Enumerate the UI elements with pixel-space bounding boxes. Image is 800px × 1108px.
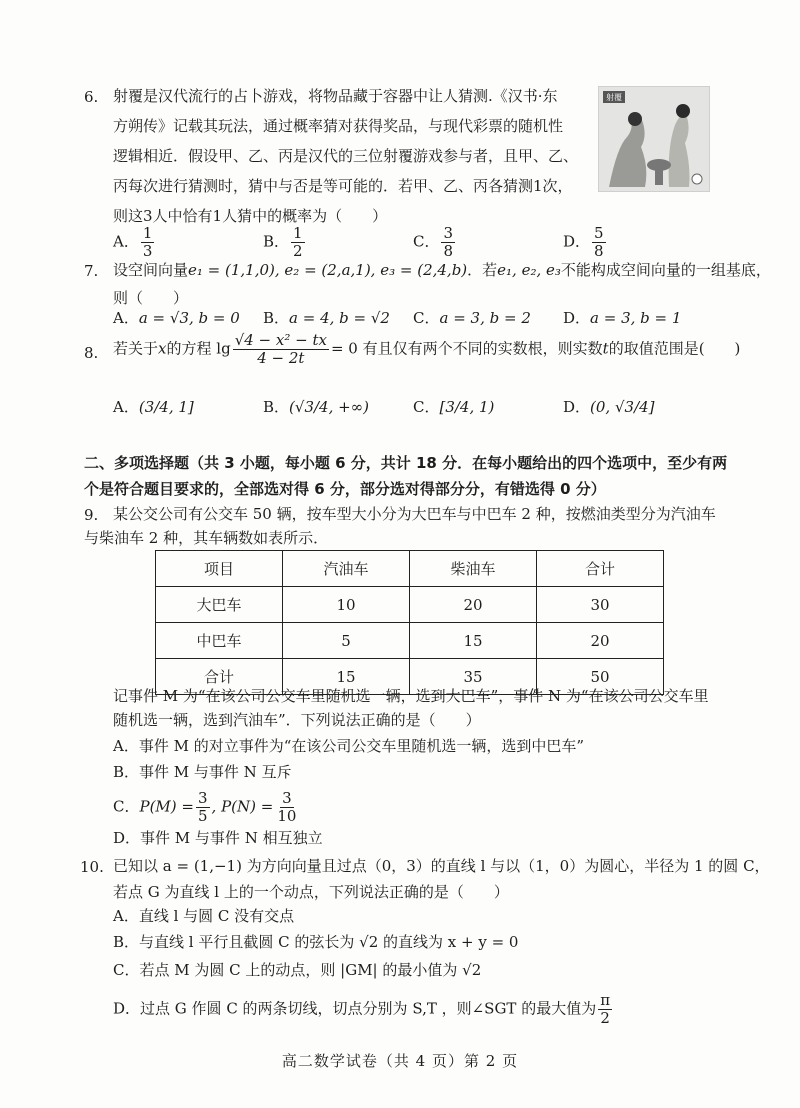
table-header-cell: 柴油车 [410, 551, 537, 587]
q10-option-b[interactable]: B．与直线 l 平行且截圆 C 的弦长为 √2 的直线为 x + y = 0 [113, 933, 519, 951]
table-header-row [156, 551, 664, 587]
q10-option-a[interactable]: A．直线 l 与圆 C 没有交点 [113, 907, 295, 925]
q10-option-d[interactable]: D．过点 G 作圆 C 的两条切线，切点分别为 S,T ，则∠SGT 的最大值为 $\frac{\pi}{2}$ [113, 991, 611, 1027]
q6-option-c[interactable]: C． $\frac{3}{8}$ [413, 224, 454, 260]
q7-line-1: 设空间向量e₁ = (1,1,0), e₂ = (2,a,1), e₃ = (2,4,b)．若e₁, e₂, e₃不能构成空间向量的一组基底， [113, 261, 771, 279]
table-cell: 10 [283, 587, 410, 623]
q9-line-1: 某公交公司有公交车 50 辆，按车型大小分为大巴车与中巴车 2 种，按燃油类型分为汽油车 [113, 505, 716, 523]
vehicle-table [155, 550, 664, 695]
q6-line-3: 逻辑相近．假设甲、乙、丙是汉代的三位射覆游戏参与者，且甲、乙、 [113, 147, 579, 165]
q8-option-c[interactable]: C．[3/4, 1) [413, 398, 495, 416]
q9-number: 9. [84, 506, 99, 524]
q8-option-b[interactable]: B．(√3/4, +∞) [263, 398, 370, 416]
q10-line-2: 若点 G 为直线 l 上的一个动点，下列说法正确的是（ ） [113, 883, 509, 901]
q9-option-c[interactable]: C．P(M) = $\frac{3}{5}$ , P(N) = $\frac{3}{10}$ [113, 789, 297, 825]
shefu-illustration [598, 86, 710, 192]
table-cell: 20 [537, 623, 664, 659]
table-cell: 30 [537, 587, 664, 623]
q9-option-d[interactable]: D．事件 M 与事件 N 相互独立 [113, 829, 323, 847]
table-cell: 大巴车 [156, 587, 283, 623]
q8-fraction: $\frac{\text{√4 − x² − tx}}{4 - 2t}$ [234, 331, 327, 367]
q8-option-a[interactable]: A．(3/4, 1] [113, 398, 194, 416]
q6-number: 6. [84, 88, 99, 106]
q8-option-d[interactable]: D．(0, √3/4] [563, 398, 655, 416]
table-row [156, 623, 664, 659]
q6-line-5: 则这3人中恰有1人猜中的概率为（ ） [113, 207, 388, 225]
table-cell: 35 [410, 659, 537, 695]
q7-vectors-def: e₁ = (1,1,0), e₂ = (2,a,1), e₃ = (2,4,b) [188, 261, 468, 279]
image-label: 射覆 [606, 93, 622, 102]
q6-option-a[interactable]: A． $\frac{1}{3}$ [113, 224, 153, 260]
q10-number: 10. [80, 858, 104, 876]
section2-heading-2: 个是符合题目要求的，全部选对得 6 分，部分选对得部分分，有错选得 0 分） [84, 480, 606, 498]
q8-number: 8. [84, 344, 99, 362]
q7-option-c[interactable]: C．a = 3, b = 2 [413, 309, 531, 327]
table-cell: 20 [410, 587, 537, 623]
q7-line-2: 则（ ） [113, 289, 189, 307]
table-header-cell: 项目 [156, 551, 283, 587]
q6-option-b[interactable]: B． $\frac{1}{2}$ [263, 224, 303, 260]
q9-desc-2: 随机选一辆，选到汽油车”．下列说法正确的是（ ） [113, 711, 481, 729]
table-cell: 15 [410, 623, 537, 659]
table-cell: 合计 [156, 659, 283, 695]
q7-option-a[interactable]: A．a = √3, b = 0 [113, 309, 240, 327]
q8-line: 若关于x的方程 lg $\frac{\text{√4 − x² − tx}}{4 - 2t}$ = 0 有且仅有两个不同的实数根，则实数t的取值范围是( ) [113, 331, 741, 367]
q7-option-d[interactable]: D．a = 3, b = 1 [563, 309, 682, 327]
q10-line-1: 已知以 a = (1,−1) 为方向向量且过点（0，3）的直线 l 与以（1，0）为圆心，半径为 1 的圆 C， [113, 857, 770, 875]
q9-option-a[interactable]: A．事件 M 的对立事件为“在该公司公交车里随机选一辆，选到中巴车” [113, 737, 585, 755]
table-cell: 15 [283, 659, 410, 695]
page-footer: 高二数学试卷（共 4 页）第 2 页 [281, 1052, 519, 1070]
table-cell: 50 [537, 659, 664, 695]
q6-line-2: 方朔传》记载其玩法，通过概率猜对获得奖品，与现代彩票的随机性 [113, 117, 564, 135]
table-cell: 5 [283, 623, 410, 659]
q9-option-b[interactable]: B．事件 M 与事件 N 互斥 [113, 763, 292, 781]
section2-heading-1: 二、多项选择题（共 3 小题，每小题 6 分，共计 18 分．在每小题给出的四个选项中，至少有两 [84, 454, 728, 472]
q6-option-d[interactable]: D． $\frac{5}{8}$ [563, 224, 604, 260]
q9-desc-1: 记事件 M 为“在该公司公交车里随机选一辆，选到大巴车”，事件 N 为“在该公司公交车里 [113, 687, 709, 705]
q7-number: 7. [84, 262, 99, 280]
q7-option-b[interactable]: B．a = 4, b = √2 [263, 309, 390, 327]
q10-option-c[interactable]: C．若点 M 为圆 C 上的动点，则 |GM| 的最小值为 √2 [113, 961, 482, 979]
table-header-cell: 合计 [537, 551, 664, 587]
table-row [156, 587, 664, 623]
q9-line-2: 与柴油车 2 种，其车辆数如表所示． [84, 529, 329, 547]
q6-line-1: 射覆是汉代流行的占卜游戏，将物品藏于容器中让人猜测.《汉书·东 [113, 87, 558, 105]
table-header-cell: 汽油车 [283, 551, 410, 587]
q6-line-4: 丙每次进行猜测时，猜中与否是等可能的．若甲、乙、丙各猜测1次， [113, 177, 573, 195]
table-cell: 中巴车 [156, 623, 283, 659]
